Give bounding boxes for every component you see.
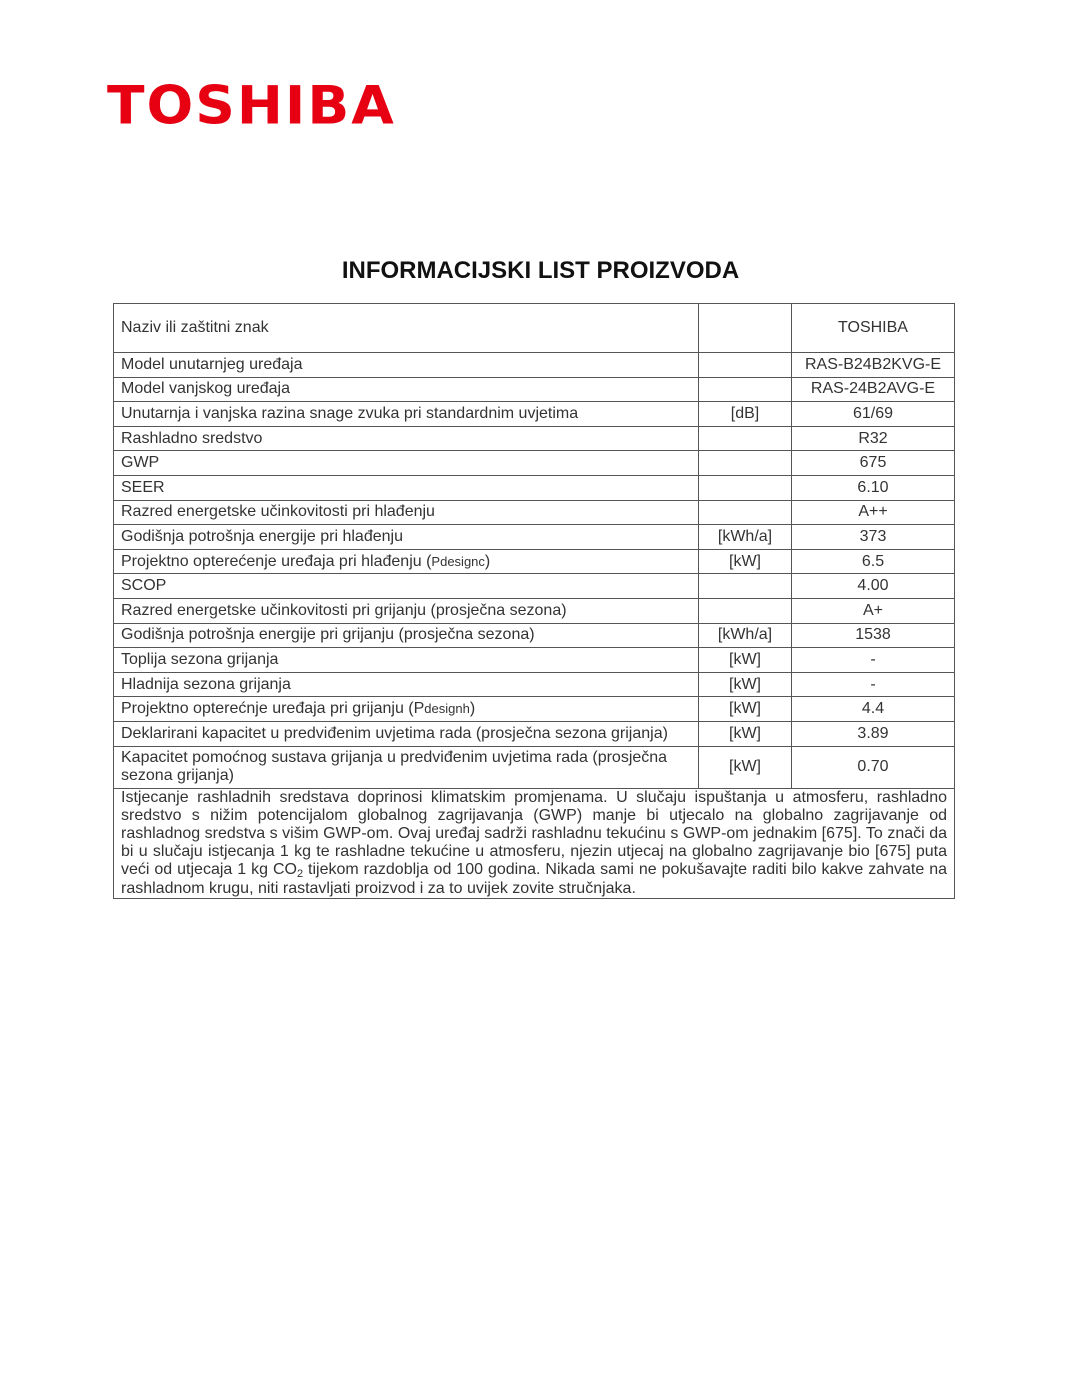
refrigerant-note xyxy=(114,788,955,898)
table-row xyxy=(114,672,955,697)
row-unit xyxy=(699,500,792,525)
note-text: Istjecanje rashladnih sredstava doprinosi klimatskim promjenama. U slučaju ispuštanja u atmosferu, rashladno sredstvo s nižim potencijalom globalnog zagrijavanja (GWP) manje bi utjecalo na globalno zagrijavanje od rashladnog sredstva s višim GWP-om. Ovaj uređaj sadrži rashladnu tekućinu s GWP-om jednakim [675]. To znači da bi u slučaju istjecanja 1 kg te rashladne tekućine u atmosferu, njezin utjecaj na globalno zagrijavanje bio [675] puta veći od utjecaja 1 kg CO xyxy=(121,788,947,878)
row-label: Razred energetske učinkovitosti pri hlađenju xyxy=(114,500,699,525)
row-value: 4.4 xyxy=(792,697,955,722)
row-value: 6.10 xyxy=(792,475,955,500)
row-label: Rashladno sredstvo xyxy=(114,426,699,451)
row-value: A+ xyxy=(792,598,955,623)
table-row xyxy=(114,648,955,673)
row-unit: [kW] xyxy=(699,746,792,788)
row-label: Model vanjskog uređaja xyxy=(114,377,699,402)
row-unit: [kW] xyxy=(699,697,792,722)
row-value: R32 xyxy=(792,426,955,451)
row-value: RAS-24B2AVG-E xyxy=(792,377,955,402)
toshiba-logo: TOSHIBA xyxy=(107,75,396,137)
row-value: 1538 xyxy=(792,623,955,648)
row-unit: [kWh/a] xyxy=(699,623,792,648)
row-label: SEER xyxy=(114,475,699,500)
row-label-text: Projektno opterećenje uređaja pri hlađenju ( xyxy=(121,552,432,570)
row-label: Razred energetske učinkovitosti pri grijanju (prosječna sezona) xyxy=(114,598,699,623)
table-row xyxy=(114,623,955,648)
row-label: Model unutarnjeg uređaja xyxy=(114,353,699,378)
row-label: Kapacitet pomoćnog sustava grijanja u predviđenim uvjetima rada (prosječna sezona grijanja) xyxy=(114,746,699,788)
row-unit xyxy=(699,353,792,378)
page-title: INFORMACIJSKI LIST PROIZVODA xyxy=(341,257,740,284)
row-value: 675 xyxy=(792,451,955,476)
table-row xyxy=(114,475,955,500)
row-label: Toplija sezona grijanja xyxy=(114,648,699,673)
row-unit xyxy=(699,475,792,500)
note-row xyxy=(114,788,955,898)
row-unit xyxy=(699,598,792,623)
table-row xyxy=(114,402,955,427)
row-value: A++ xyxy=(792,500,955,525)
row-unit xyxy=(699,377,792,402)
row-value: 4.00 xyxy=(792,574,955,599)
table-row xyxy=(114,598,955,623)
table-row xyxy=(114,721,955,746)
row-label-subscript: Pdesignc xyxy=(431,553,485,569)
product-info-table xyxy=(113,303,955,899)
row-unit: [kW] xyxy=(699,672,792,697)
row-unit: [kW] xyxy=(699,549,792,574)
row-value: - xyxy=(792,672,955,697)
row-unit xyxy=(699,304,792,353)
row-value: 3.89 xyxy=(792,721,955,746)
row-label: GWP xyxy=(114,451,699,476)
row-unit: [kW] xyxy=(699,648,792,673)
row-unit: [kW] xyxy=(699,721,792,746)
table-row xyxy=(114,549,955,574)
row-label-subscript: designh xyxy=(424,701,470,717)
row-label: Hladnija sezona grijanja xyxy=(114,672,699,697)
row-label-suffix: ) xyxy=(484,552,491,570)
row-value: 373 xyxy=(792,525,955,550)
row-unit xyxy=(699,426,792,451)
table-row xyxy=(114,426,955,451)
row-value: TOSHIBA xyxy=(792,304,955,353)
row-unit: [dB] xyxy=(699,402,792,427)
row-value: - xyxy=(792,648,955,673)
row-value: 61/69 xyxy=(792,402,955,427)
table-row xyxy=(114,574,955,599)
table-row xyxy=(114,353,955,378)
note-subscript: 2 xyxy=(296,867,304,880)
row-label: Naziv ili zaštitni znak xyxy=(114,304,699,353)
table-row xyxy=(114,697,955,722)
row-value: RAS-B24B2KVG-E xyxy=(792,353,955,378)
row-value: 0.70 xyxy=(792,746,955,788)
table-row xyxy=(114,746,955,788)
row-label-suffix: ) xyxy=(469,700,476,718)
row-unit: [kWh/a] xyxy=(699,525,792,550)
row-label: Unutarnja i vanjska razina snage zvuka pri standardnim uvjetima xyxy=(114,402,699,427)
row-label xyxy=(114,549,699,574)
row-label: SCOP xyxy=(114,574,699,599)
row-value: 6.5 xyxy=(792,549,955,574)
table-row xyxy=(114,451,955,476)
note-text-end: tijekom razdoblja od 100 godina. Nikada sami ne pokušavajte raditi bilo kakve zahvate na rashladnom krugu, niti rastavljati proizvod i za to uvijek zovite stručnjaka. xyxy=(121,860,948,897)
row-unit xyxy=(699,574,792,599)
table-row xyxy=(114,304,955,353)
row-label: Deklarirani kapacitet u predviđenim uvjetima rada (prosječna sezona grijanja) xyxy=(114,721,699,746)
row-label xyxy=(114,697,699,722)
table-row xyxy=(114,500,955,525)
table-row xyxy=(114,377,955,402)
row-label: Godišnja potrošnja energije pri hlađenju xyxy=(114,525,699,550)
row-label: Godišnja potrošnja energije pri grijanju (prosječna sezona) xyxy=(114,623,699,648)
row-unit xyxy=(699,451,792,476)
table-row xyxy=(114,525,955,550)
row-label-text: Projektno opterećnje uređaja pri grijanju (P xyxy=(121,700,425,718)
